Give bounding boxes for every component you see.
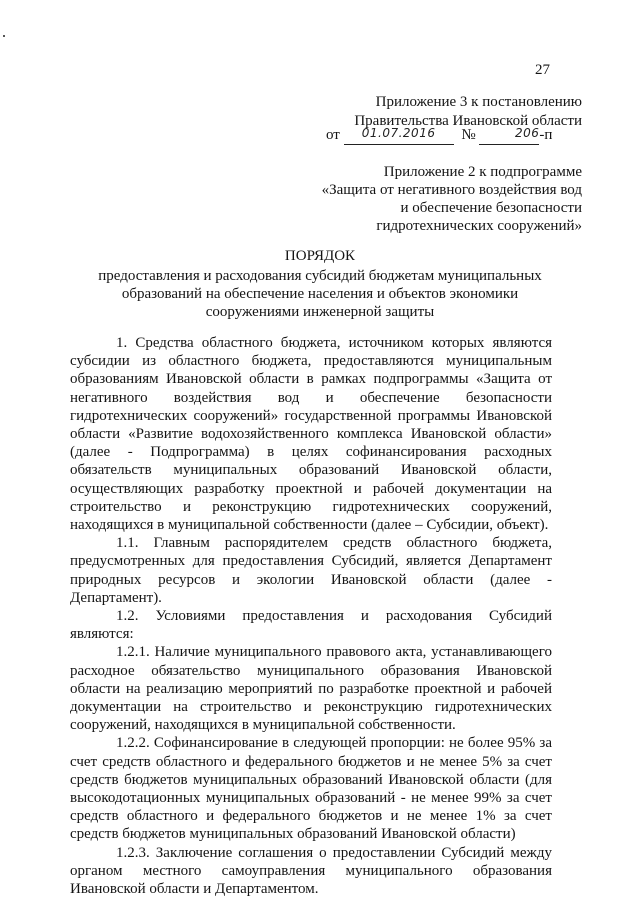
number-suffix: -п	[539, 127, 553, 143]
appendix-2-line-1: Приложение 2 к подпрограмме	[383, 164, 582, 180]
document-body	[70, 334, 552, 898]
paragraph-1-1: 1.1. Главным распорядителем средств областного бюджета, предусмотренных для предоставления Субсидий, является Департамент природных ресурсов и экологии Ивановской области (далее - Департамент).	[70, 535, 552, 606]
handwritten-date: 01.07.2016	[361, 126, 436, 140]
appendix-3-date-line	[326, 127, 552, 145]
page-number: 27	[535, 62, 550, 78]
paragraph-1-2-3: 1.2.3. Заключение соглашения о предоставлении Субсидий между органом местного самоуправления муниципального образования Ивановской области и Департаментом.	[70, 844, 552, 898]
appendix-2-line-4: гидротехнических сооружений»	[376, 218, 582, 234]
scan-speck	[3, 35, 5, 37]
number-field	[479, 127, 539, 145]
appendix-3-line-1: Приложение 3 к постановлению	[375, 94, 582, 110]
paragraph-1-2-2: 1.2.2. Софинансирование в следующей пропорции: не более 95% за счет средств областного и федерального бюджетов и не менее 5% за счет средств бюджетов муниципальных образований Ивановской области (для высокодотационных муниципальных образований - не менее 99% за счет средств областного и федерального бюджетов и не менее 1% за счет средств бюджетов муниципальных образований Ивановской области)	[70, 735, 552, 843]
title-heading: ПОРЯДОК	[284, 248, 356, 264]
title-line-1: предоставления и расходования субсидий бюджетам муниципальных	[98, 268, 542, 284]
number-sign: №	[461, 127, 476, 143]
paragraph-1: 1. Средства областного бюджета, источником которых являются субсидии из областного бюджета, предоставляются муниципальным образованиям Ивановской области в рамках подпрограммы «Защита от негативного воздействия вод и обеспечение безопасности гидротехнических сооружений» государственной программы Ивановской области «Развитие водохозяйственного комплекса Ивановской области» (далее - Подпрограмма) в целях софинансирования расходных обязательств муниципальных образований Ивановской области, осуществляющих разработку проектной и рабочей документации на строительство и реконструкцию гидротехнических сооружений, находящихся в муниципальной собственности (далее – Субсидии, объект).	[70, 335, 552, 534]
appendix-2-line-3: и обеспечение безопасности	[400, 200, 582, 216]
paragraph-1-2-1: 1.2.1. Наличие муниципального правового акта, устанавливающего расходное обязательство муниципального образования Ивановской области на реализацию мероприятий по разработке проектной и рабочей документации на строительство и реконструкцию гидротехнических сооружений, находящихся в муниципальной собственности.	[70, 644, 552, 734]
title-line-3: сооружениями инженерной защиты	[205, 304, 435, 320]
appendix-2-line-2: «Защита от негативного воздействия вод	[321, 182, 582, 198]
appendix-3-line-2: Правительства Ивановской области	[354, 113, 582, 129]
paragraph-1-2: 1.2. Условиями предоставления и расходования Субсидий являются:	[70, 608, 552, 643]
handwritten-number: 206	[515, 126, 540, 140]
title-line-2: образований на обеспечение населения и объектов экономики	[121, 286, 519, 302]
date-field	[344, 127, 454, 145]
from-label: от	[326, 127, 340, 143]
